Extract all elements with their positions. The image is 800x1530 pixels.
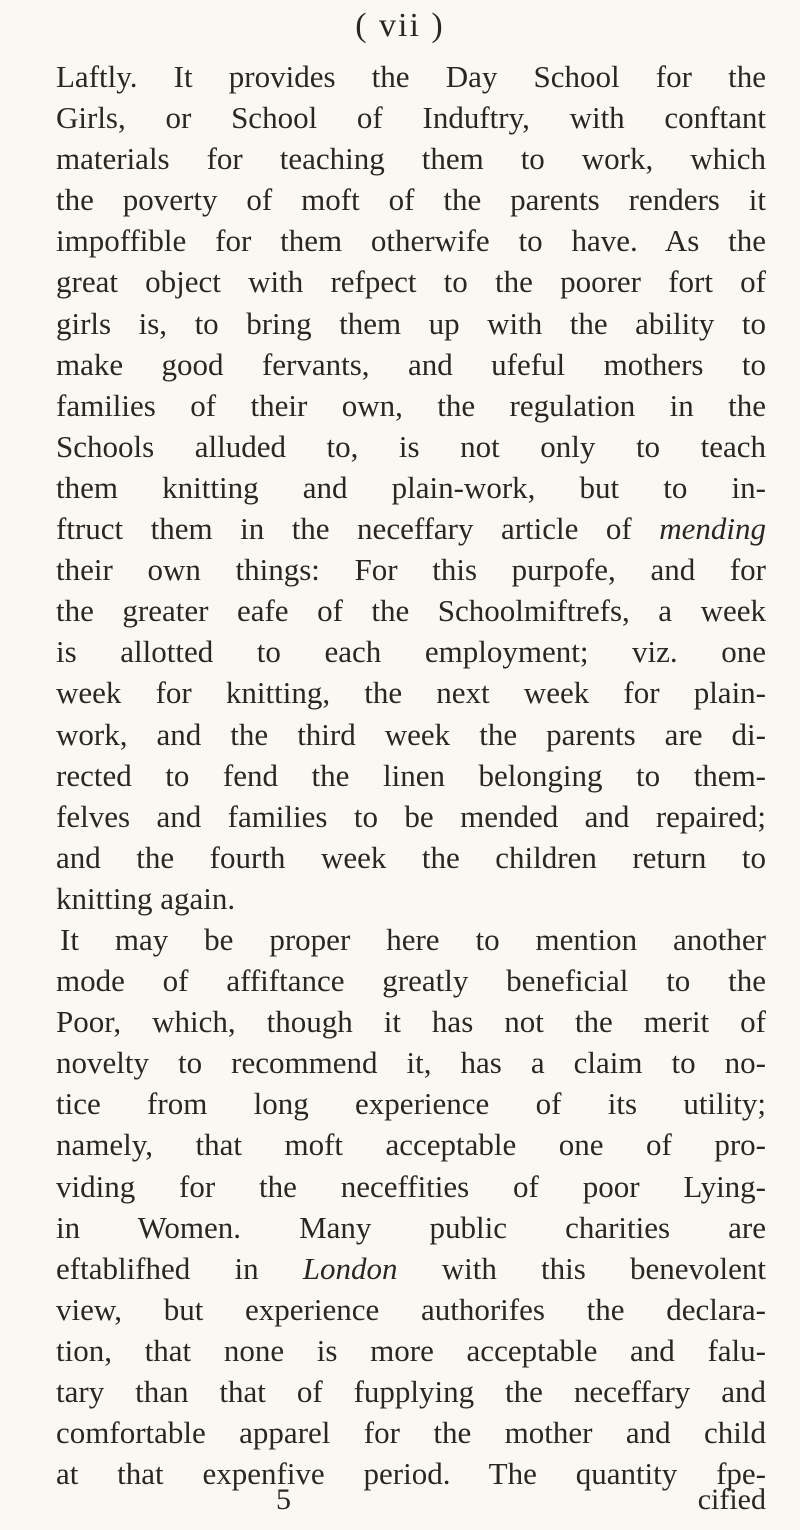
text-line: It may be proper here to mention another	[60, 921, 766, 957]
text-line: namely, that moft acceptable one of pro-	[56, 1127, 766, 1163]
text-line: make good fervants, and ufeful mothers to	[56, 346, 766, 382]
text-line: mode of affiftance greatly beneficial to the	[56, 963, 766, 999]
text-line: knitting again.	[56, 880, 236, 916]
text-line: tion, that none is more acceptable and falu-	[56, 1332, 766, 1368]
text-line: Girls, or School of Induftry, with conftant	[56, 100, 766, 136]
text-line: Laftly. It provides the Day School for the	[56, 59, 766, 94]
text-line: the poverty of moft of the parents renders it	[56, 182, 766, 218]
text-line: their own things: For this purpofe, and for	[56, 552, 766, 588]
catchword: cified	[697, 1483, 766, 1516]
text-line: ftruct them in the neceffary article of mending	[56, 511, 766, 547]
text-line: great object with refpect to the poorer fort of	[56, 264, 766, 300]
text-line: at that expenfive period. The quantity fpe-	[56, 1456, 766, 1492]
text-line: families of their own, the regulation in the	[56, 387, 766, 423]
text-line: rected to fend the linen belonging to them-	[56, 757, 766, 793]
text-line: them knitting and plain-work, but to in-	[56, 469, 766, 505]
text-line: is allotted to each employment; viz. one	[56, 634, 766, 670]
text-line: Schools alluded to, is not only to teach	[56, 428, 766, 464]
text-line: Poor, which, though it has not the merit of	[56, 1004, 766, 1040]
signature-mark: 5	[276, 1483, 291, 1516]
page-footer	[56, 1480, 766, 1524]
text-line: work, and the third week the parents are di-	[56, 716, 766, 752]
text-line: the greater eafe of the Schoolmiftrefs, a week	[56, 593, 766, 629]
text-line: tice from long experience of its utility;	[56, 1086, 766, 1122]
text-line: tary than that of fupplying the neceffary and	[56, 1374, 766, 1409]
page-number: ( vii )	[355, 7, 445, 44]
text-line: impoffible for them otherwife to have. As the	[56, 223, 766, 259]
text-line: viding for the neceffities of poor Lying-	[56, 1168, 766, 1204]
text-line: week for knitting, the next week for plain-	[56, 675, 766, 711]
body-text	[56, 56, 766, 1494]
text-line: felves and families to be mended and repaired;	[56, 798, 766, 834]
text-line: materials for teaching them to work, which	[56, 141, 766, 177]
italic-word: mending	[659, 511, 766, 547]
text-line: comfortable apparel for the mother and child	[56, 1415, 766, 1451]
text-line: novelty to recommend it, has a claim to no-	[56, 1045, 766, 1081]
text-line: and the fourth week the children return to	[56, 839, 766, 875]
text-line: eftablifhed in London with this benevolent	[56, 1250, 766, 1286]
italic-word: London	[302, 1250, 398, 1286]
text-line: girls is, to bring them up with the ability to	[56, 305, 766, 341]
text-line: view, but experience authorifes the declara-	[56, 1291, 766, 1327]
text-line: in Women. Many public charities are	[56, 1209, 766, 1245]
